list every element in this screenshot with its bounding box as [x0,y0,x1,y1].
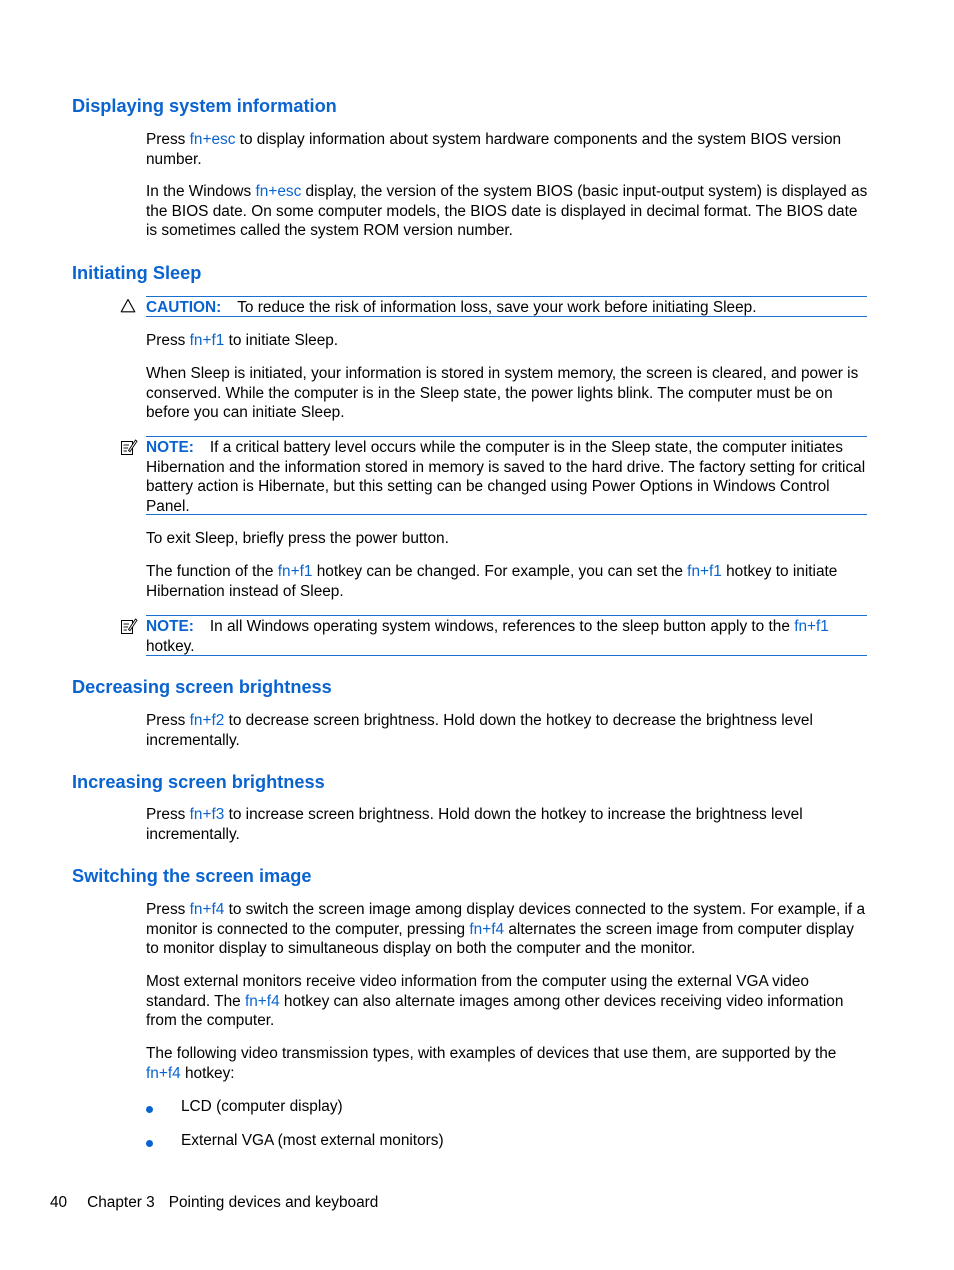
paragraph-increase-1: Press fn+f3 to increase screen brightness. Hold down the hotkey to increase the brightness level incrementally. [146,806,803,843]
heading-displaying-system-information: Displaying system information [72,96,337,116]
hotkey-fn-f1: fn+f1 [687,563,722,580]
paragraph-sysinfo-2: In the Windows fn+esc display, the version of the system BIOS (basic input-output system) is displayed as the BIOS date. On some computer models, the BIOS date is displayed in decimal format. The BIOS date is sometimes called the system ROM version number. [146,183,868,239]
hotkey-fn-f1: fn+f1 [794,618,829,635]
heading-initiating-sleep: Initiating Sleep [72,263,202,283]
hotkey-fn-f4: fn+f4 [469,920,505,938]
hotkey-fn-f4: fn+f4 [244,992,280,1010]
bullet-dot-icon [146,1106,153,1113]
heading-decreasing-screen-brightness: Decreasing screen brightness [72,677,332,697]
paragraph-sleep-3: To exit Sleep, briefly press the power button. [146,530,449,547]
hotkey-fn-esc: fn+esc [255,183,302,200]
heading-switching-screen-image: Switching the screen image [72,866,312,886]
caution-box [146,296,867,317]
caution-label: CAUTION: [146,299,222,316]
paragraph-switching-3: The following video transmission types, with examples of devices that use them, are supported by the fn+f4 hotkey: [146,1045,837,1082]
note-box-sleep-button: NOTE: In all Windows operating system windows, references to the sleep button apply to the fn+f1 hotkey. [146,615,867,656]
caution-text: To reduce the risk of information loss, save your work before initiating Sleep. [237,299,757,316]
hotkey-fn-f2: fn+f2 [189,712,225,729]
hotkey-fn-esc: fn+esc [189,131,236,148]
paragraph-sleep-4: The function of the fn+f1 hotkey can be changed. For example, you can set the fn+f1 hotkey to initiate Hibernation instead of Sleep. [146,563,838,600]
note-label: NOTE: [146,618,194,635]
note-text: If a critical battery level occurs while the computer is in the Sleep state, the computer initiates Hibernation and the information stored in memory is saved to the hard drive. The factory setting for critical battery action is Hibernate, but this setting can be changed using Power Options in Windows Control Panel. [146,439,866,515]
note-pencil-icon [120,438,138,456]
list-item: External VGA (most external monitors) [181,1132,444,1149]
caution-triangle-icon [120,298,136,313]
note-box-battery [146,436,867,515]
footer-chapter-title: Pointing devices and keyboard [168,1194,379,1211]
hotkey-fn-f3: fn+f3 [189,806,225,823]
paragraph-sysinfo-1: Press fn+esc to display information about system hardware components and the system BIOS version number. [146,131,842,168]
page-number: 40 [50,1194,68,1211]
paragraph-switching-1: Press fn+f4 to switch the screen image among display devices connected to the system. For example, if a monitor is connected to the computer, pressing fn+f4 alternates the screen image from computer display to monitor display to simultaneous display on both the computer and the monitor. [146,901,866,957]
note-label: NOTE: [146,439,194,456]
heading-increasing-screen-brightness: Increasing screen brightness [72,772,325,792]
paragraph-sleep-1: Press fn+f1 to initiate Sleep. [146,332,339,349]
footer-chapter: Chapter 3 [87,1194,155,1211]
hotkey-fn-f1: fn+f1 [277,563,313,580]
paragraph-switching-2: Most external monitors receive video information from the computer using the external VGA video standard. The fn+f4 hotkey can also alternate images among other devices receiving video information from the computer. [146,973,844,1029]
hotkey-fn-f4: fn+f4 [189,901,225,918]
hotkey-fn-f4: fn+f4 [146,1064,181,1082]
list-item: LCD (computer display) [181,1098,343,1115]
hotkey-fn-f1: fn+f1 [189,332,225,349]
paragraph-decrease-1: Press fn+f2 to decrease screen brightness. Hold down the hotkey to decrease the brightness level incrementally. [146,712,813,749]
paragraph-sleep-2: When Sleep is initiated, your information is stored in system memory, the screen is cleared, and power is conserved. While the computer is in the Sleep state, the power lights blink. The computer must be on before you can initiate Sleep. [146,365,859,421]
note-pencil-icon [120,617,138,635]
page-footer [50,1193,378,1213]
bullet-dot-icon [146,1140,153,1147]
